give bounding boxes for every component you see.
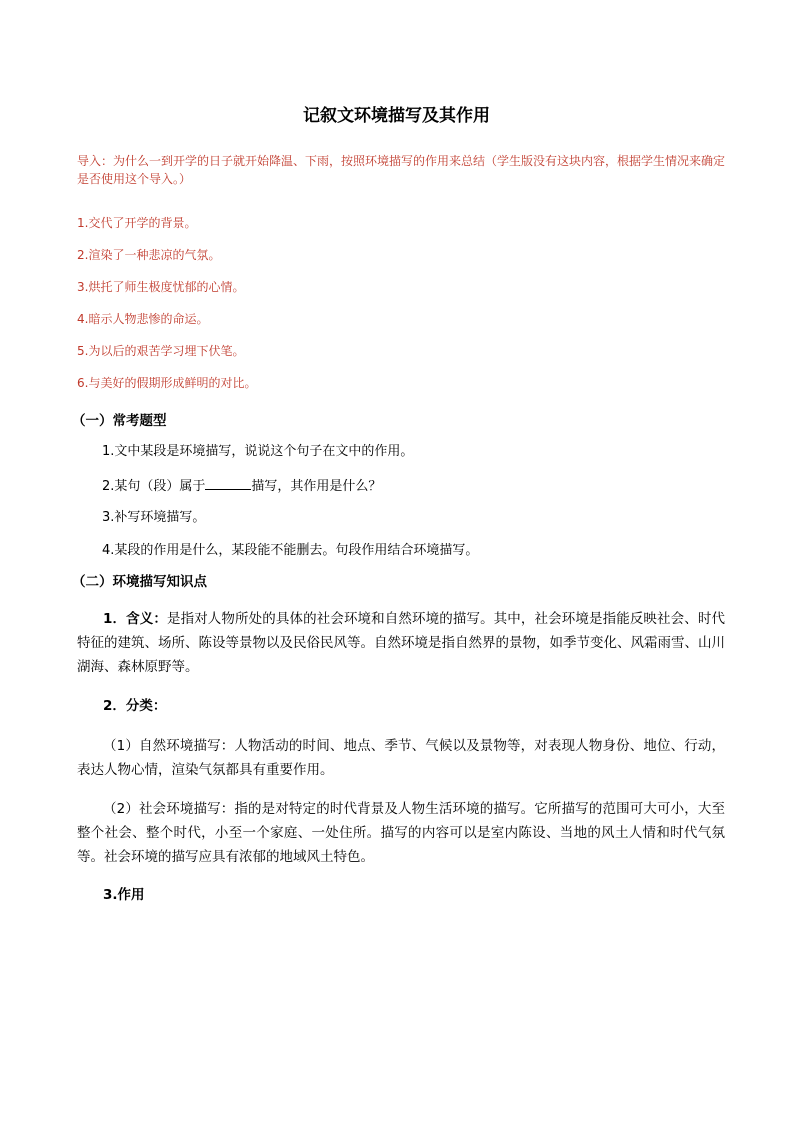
function-label: 3.作用 xyxy=(103,887,145,903)
intro-item: 1.交代了开学的背景。 xyxy=(77,216,197,230)
question-text-after: 描写，其作用是什么？ xyxy=(251,479,382,494)
natural-environment-paragraph: （1）自然环境描写：人物活动的时间、地点、季节、气候以及景物等，对表现人物身份、地位、行动，表达人物心情，渲染气氛都具有重要作用。 xyxy=(77,738,725,778)
question-item xyxy=(102,476,381,497)
question-item: 1.文中某段是环境描写，说说这个句子在文中的作用。 xyxy=(102,444,414,459)
definition-label: 1．含义： xyxy=(103,611,167,627)
definition-paragraph xyxy=(77,607,725,679)
intro-item: 2.渲染了一种悲凉的气氛。 xyxy=(77,248,221,262)
section-heading-question-types: （一）常考题型 xyxy=(72,413,167,429)
intro-item: 6.与美好的假期形成鲜明的对比。 xyxy=(77,376,257,390)
intro-paragraph: 导入：为什么一到开学的日子就开始降温、下雨，按照环境描写的作用来总结（学生版没有这块内容，根据学生情况来确定是否使用这个导入。） xyxy=(77,154,726,186)
document-title: 记叙文环境描写及其作用 xyxy=(303,106,490,126)
question-item: 3.补写环境描写。 xyxy=(102,510,206,525)
intro-item: 4.暗示人物悲惨的命运。 xyxy=(77,312,209,326)
section-heading-knowledge: （二）环境描写知识点 xyxy=(72,574,207,590)
intro-item: 5.为以后的艰苦学习埋下伏笔。 xyxy=(77,344,245,358)
intro-item: 3.烘托了师生极度忧郁的心情。 xyxy=(77,280,245,294)
fill-in-blank xyxy=(205,476,251,490)
social-environment-paragraph: （2）社会环境描写：指的是对特定的时代背景及人物生活环境的描写。它所描写的范围可大可小，大至整个社会、整个时代，小至一个家庭、一处住所。描写的内容可以是室内陈设、当地的风土人情和时代气氛等。社会环境的描写应具有浓郁的地域风土特色。 xyxy=(77,801,725,865)
classification-label: 2．分类： xyxy=(103,698,167,714)
question-text-before: 2.某句（段）属于 xyxy=(102,479,206,494)
definition-text: 是指对人物所处的具体的社会环境和自然环境的描写。其中，社会环境是指能反映社会、时代特征的建筑、场所、陈设等景物以及民俗民风等。自然环境是指自然界的景物，如季节变化、风霜雨雪、山川湖海、森林原野等。 xyxy=(77,611,725,675)
question-item: 4.某段的作用是什么，某段能不能删去。句段作用结合环境描写。 xyxy=(102,543,479,558)
